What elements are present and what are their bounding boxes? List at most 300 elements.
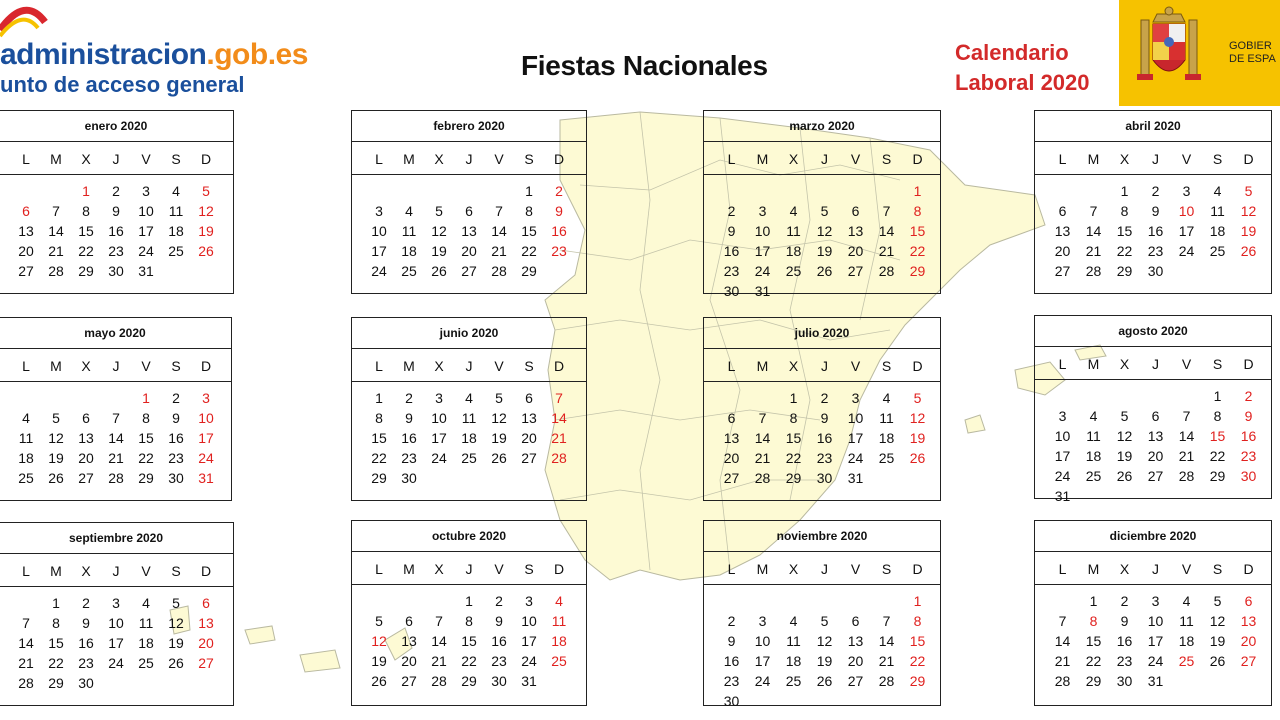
empty-day-cell	[809, 181, 840, 201]
day-cell: 4	[465, 390, 473, 406]
day-cell: 6	[1244, 593, 1253, 609]
day-cell: 17	[1147, 633, 1164, 649]
day-cell: 8	[52, 615, 60, 631]
day-cell: 14	[18, 635, 34, 651]
empty-day-cell	[394, 591, 424, 611]
day-cell: 19	[816, 653, 833, 669]
day-cell: 26	[909, 450, 926, 466]
day-cell: 18	[168, 223, 184, 239]
day-cell: 22	[1116, 243, 1133, 259]
weekday-label: J	[821, 151, 828, 167]
day-cell: 4	[1213, 183, 1222, 199]
day-cell: 16	[491, 633, 507, 649]
day-cell: 19	[198, 223, 214, 239]
day-cell: 10	[431, 410, 447, 426]
weekday-label: M	[756, 561, 769, 577]
day-cell: 3	[142, 183, 150, 199]
weekday-label: D	[200, 358, 212, 374]
day-cell: 25	[168, 243, 184, 259]
day-cell: 9	[112, 203, 120, 219]
site-logo[interactable]	[0, 38, 308, 72]
day-cell: 22	[909, 653, 926, 669]
weekday-label: S	[1212, 356, 1223, 372]
weekday-label: V	[494, 358, 504, 374]
weekday-label: L	[727, 561, 736, 577]
day-cell: 11	[879, 410, 894, 426]
month-calendar	[703, 317, 941, 501]
weekday-label: V	[494, 561, 504, 577]
day-cell: 10	[754, 633, 771, 649]
weekday-header-row	[352, 552, 586, 585]
day-cell: 8	[913, 613, 922, 629]
month-calendar	[1034, 315, 1272, 504]
day-cell: 9	[820, 410, 829, 426]
day-cell: 6	[465, 203, 473, 219]
day-cell: 9	[1151, 203, 1160, 219]
day-cell: 9	[172, 410, 180, 426]
day-cell: 3	[1058, 408, 1067, 424]
day-cell: 11	[1210, 203, 1225, 219]
empty-day-cell	[747, 388, 778, 408]
day-cell: 2	[1151, 183, 1160, 199]
day-cell: 30	[1240, 468, 1257, 484]
weekday-label: D	[553, 358, 565, 374]
day-cell: 14	[431, 633, 447, 649]
day-grid	[352, 382, 586, 488]
day-cell: 30	[78, 675, 94, 691]
day-cell: 2	[820, 390, 829, 406]
day-cell: 9	[555, 203, 563, 219]
day-cell: 19	[371, 653, 387, 669]
day-cell: 6	[405, 613, 413, 629]
day-cell: 3	[525, 593, 533, 609]
day-cell: 5	[820, 613, 829, 629]
day-cell: 26	[431, 263, 447, 279]
day-cell: 20	[1054, 243, 1071, 259]
empty-day-cell	[1140, 386, 1171, 406]
weekday-label: L	[1058, 356, 1067, 372]
day-cell: 21	[1054, 653, 1071, 669]
day-cell: 29	[48, 675, 64, 691]
day-grid	[0, 382, 231, 488]
day-cell: 17	[138, 223, 154, 239]
day-cell: 30	[723, 283, 740, 299]
day-cell: 20	[198, 635, 214, 651]
empty-day-cell	[1047, 181, 1078, 201]
day-cell: 8	[1089, 613, 1098, 629]
empty-day-cell	[1047, 591, 1078, 611]
day-cell: 26	[1116, 468, 1133, 484]
day-cell: 8	[1213, 408, 1222, 424]
day-cell: 29	[909, 673, 926, 689]
day-cell: 31	[198, 470, 214, 486]
day-cell: 27	[78, 470, 94, 486]
day-cell: 4	[22, 410, 30, 426]
day-cell: 17	[371, 243, 387, 259]
day-cell: 25	[18, 470, 34, 486]
day-cell: 16	[168, 430, 184, 446]
month-calendar	[1034, 110, 1272, 294]
weekday-label: X	[81, 151, 91, 167]
day-cell: 26	[816, 673, 833, 689]
weekday-label: S	[171, 563, 181, 579]
month-calendar	[703, 520, 941, 709]
day-cell: 15	[1116, 223, 1133, 239]
weekday-label: S	[171, 151, 181, 167]
day-grid	[1035, 585, 1271, 691]
month-title: agosto 2020	[1035, 316, 1271, 347]
day-cell: 12	[1240, 203, 1257, 219]
empty-day-cell	[871, 591, 902, 611]
day-cell: 16	[108, 223, 124, 239]
weekday-header-row	[1035, 142, 1271, 175]
day-cell: 10	[521, 613, 537, 629]
empty-day-cell	[394, 181, 424, 201]
weekday-label: M	[1087, 356, 1100, 372]
weekday-label: V	[141, 358, 151, 374]
day-cell: 6	[851, 203, 860, 219]
day-cell: 3	[1151, 593, 1160, 609]
day-cell: 2	[1120, 593, 1129, 609]
day-cell: 11	[551, 613, 567, 629]
day-cell: 11	[138, 615, 154, 631]
day-cell: 7	[22, 615, 30, 631]
empty-day-cell	[716, 181, 747, 201]
weekday-label: V	[494, 151, 504, 167]
day-cell: 6	[525, 390, 533, 406]
weekday-label: J	[465, 358, 473, 374]
day-cell: 27	[723, 470, 740, 486]
day-cell: 24	[754, 263, 771, 279]
day-cell: 30	[491, 673, 507, 689]
day-cell: 18	[878, 430, 895, 446]
day-cell: 25	[785, 673, 802, 689]
day-cell: 19	[909, 430, 926, 446]
weekday-label: L	[375, 561, 383, 577]
month-title: septiembre 2020	[0, 523, 233, 554]
canary-island-3	[245, 626, 275, 644]
empty-day-cell	[1078, 386, 1109, 406]
day-cell: 22	[909, 243, 926, 259]
weekday-label: J	[1152, 151, 1159, 167]
day-cell: 5	[1213, 593, 1222, 609]
coat-of-arms-icon	[1119, 0, 1219, 106]
gobierno-text	[1229, 40, 1276, 66]
day-cell: 4	[142, 595, 150, 611]
weekday-label: D	[553, 151, 565, 167]
day-cell: 11	[461, 410, 477, 426]
day-cell: 22	[1085, 653, 1102, 669]
day-cell: 31	[847, 470, 864, 486]
day-cell: 20	[1240, 633, 1257, 649]
day-cell: 24	[1054, 468, 1071, 484]
month-title: enero 2020	[0, 111, 233, 142]
empty-day-cell	[747, 591, 778, 611]
day-cell: 13	[1054, 223, 1071, 239]
day-cell: 26	[491, 450, 507, 466]
day-cell: 19	[1209, 633, 1226, 649]
day-cell: 29	[909, 263, 926, 279]
day-cell: 20	[847, 243, 864, 259]
day-cell: 25	[138, 655, 154, 671]
empty-day-cell	[424, 591, 454, 611]
day-cell: 10	[1147, 613, 1164, 629]
day-cell: 22	[138, 450, 154, 466]
day-cell: 7	[495, 203, 503, 219]
empty-day-cell	[1109, 386, 1140, 406]
day-cell: 11	[401, 223, 417, 239]
gobierno-line1: GOBIER	[1229, 40, 1272, 52]
weekday-label: D	[553, 561, 565, 577]
day-cell: 22	[371, 450, 387, 466]
day-cell: 30	[816, 470, 833, 486]
day-cell: 23	[723, 673, 740, 689]
weekday-label: X	[788, 358, 799, 374]
day-grid	[704, 382, 940, 488]
day-cell: 15	[909, 223, 926, 239]
day-cell: 4	[789, 203, 798, 219]
day-cell: 1	[913, 183, 922, 199]
day-cell: 15	[1209, 428, 1226, 444]
day-cell: 10	[138, 203, 154, 219]
day-cell: 5	[1244, 183, 1253, 199]
day-cell: 15	[785, 430, 802, 446]
day-cell: 10	[371, 223, 387, 239]
weekday-label: V	[850, 561, 861, 577]
day-cell: 12	[371, 633, 387, 649]
day-cell: 18	[785, 243, 802, 259]
day-cell: 27	[1147, 468, 1164, 484]
day-cell: 18	[1178, 633, 1195, 649]
day-cell: 20	[723, 450, 740, 466]
day-cell: 23	[1240, 448, 1257, 464]
weekday-label: V	[1181, 151, 1192, 167]
weekday-label: D	[912, 358, 923, 374]
day-cell: 25	[461, 450, 477, 466]
day-cell: 28	[878, 673, 895, 689]
day-cell: 7	[52, 203, 60, 219]
weekday-label: L	[727, 151, 736, 167]
day-cell: 31	[1147, 673, 1164, 689]
weekday-label: J	[1152, 561, 1159, 577]
day-cell: 8	[1120, 203, 1129, 219]
day-cell: 13	[847, 223, 864, 239]
day-grid	[704, 175, 940, 301]
day-cell: 16	[1240, 428, 1257, 444]
day-cell: 28	[551, 450, 567, 466]
weekday-label: D	[200, 563, 212, 579]
day-cell: 21	[1085, 243, 1102, 259]
month-calendar	[1034, 520, 1272, 706]
day-cell: 17	[754, 243, 771, 259]
weekday-header-row	[0, 142, 233, 175]
empty-day-cell	[871, 181, 902, 201]
day-cell: 13	[847, 633, 864, 649]
day-cell: 23	[401, 450, 417, 466]
day-cell: 4	[405, 203, 413, 219]
day-cell: 28	[1178, 468, 1195, 484]
day-cell: 7	[882, 613, 891, 629]
day-cell: 28	[431, 673, 447, 689]
day-cell: 15	[521, 223, 537, 239]
day-cell: 22	[78, 243, 94, 259]
day-cell: 24	[108, 655, 124, 671]
weekday-label: M	[1087, 151, 1100, 167]
day-cell: 19	[1240, 223, 1257, 239]
day-cell: 8	[465, 613, 473, 629]
day-cell: 13	[521, 410, 537, 426]
weekday-label: S	[881, 561, 892, 577]
day-cell: 18	[785, 653, 802, 669]
weekday-label: M	[756, 151, 769, 167]
day-cell: 20	[18, 243, 34, 259]
day-cell: 21	[491, 243, 507, 259]
day-cell: 12	[198, 203, 214, 219]
day-cell: 3	[758, 613, 767, 629]
empty-day-cell	[11, 388, 41, 408]
day-cell: 21	[108, 450, 124, 466]
day-cell: 21	[18, 655, 34, 671]
month-calendar	[351, 110, 587, 294]
day-cell: 15	[78, 223, 94, 239]
weekday-label: M	[403, 561, 415, 577]
weekday-label: M	[50, 563, 62, 579]
day-cell: 2	[495, 593, 503, 609]
day-cell: 6	[851, 613, 860, 629]
weekday-label: S	[524, 151, 534, 167]
day-cell: 31	[138, 263, 154, 279]
weekday-label: X	[81, 563, 91, 579]
weekday-label: D	[1243, 356, 1254, 372]
weekday-label: M	[756, 358, 769, 374]
day-cell: 17	[1054, 448, 1071, 464]
empty-day-cell	[716, 591, 747, 611]
day-cell: 13	[1147, 428, 1164, 444]
day-cell: 15	[1085, 633, 1102, 649]
empty-day-cell	[11, 593, 41, 613]
weekday-label: S	[881, 358, 892, 374]
day-cell: 6	[1058, 203, 1067, 219]
day-cell: 5	[202, 183, 210, 199]
day-cell: 8	[82, 203, 90, 219]
day-cell: 16	[723, 243, 740, 259]
empty-day-cell	[1171, 386, 1202, 406]
day-cell: 13	[1240, 613, 1257, 629]
empty-day-cell	[364, 181, 394, 201]
empty-day-cell	[484, 181, 514, 201]
day-cell: 28	[18, 675, 34, 691]
calendar-title-line1: Calendario	[955, 40, 1069, 65]
day-cell: 11	[1086, 428, 1101, 444]
empty-day-cell	[809, 591, 840, 611]
day-cell: 7	[555, 390, 563, 406]
day-cell: 28	[108, 470, 124, 486]
day-cell: 16	[1116, 633, 1133, 649]
day-cell: 29	[1085, 673, 1102, 689]
weekday-header-row	[0, 554, 233, 587]
day-cell: 24	[847, 450, 864, 466]
month-title: abril 2020	[1035, 111, 1271, 142]
day-cell: 24	[521, 653, 537, 669]
day-cell: 17	[431, 430, 447, 446]
weekday-label: M	[403, 151, 415, 167]
weekday-label: L	[375, 151, 383, 167]
day-cell: 5	[1120, 408, 1129, 424]
day-cell: 26	[371, 673, 387, 689]
day-cell: 10	[754, 223, 771, 239]
weekday-label: L	[727, 358, 736, 374]
page-title: Fiestas Nacionales	[521, 50, 768, 81]
day-cell: 23	[816, 450, 833, 466]
day-cell: 17	[198, 430, 214, 446]
weekday-label: X	[788, 561, 799, 577]
day-cell: 23	[78, 655, 94, 671]
month-title: febrero 2020	[352, 111, 586, 142]
day-cell: 9	[495, 613, 503, 629]
day-cell: 6	[82, 410, 90, 426]
day-cell: 21	[431, 653, 447, 669]
day-cell: 31	[1054, 488, 1071, 504]
day-cell: 18	[138, 635, 154, 651]
day-cell: 1	[375, 390, 383, 406]
day-grid	[704, 585, 940, 711]
day-cell: 24	[198, 450, 214, 466]
weekday-label: X	[434, 151, 444, 167]
day-cell: 21	[754, 450, 771, 466]
month-calendar	[703, 110, 941, 299]
weekday-label: D	[200, 151, 212, 167]
weekday-label: S	[1212, 561, 1223, 577]
day-cell: 1	[913, 593, 922, 609]
month-title: mayo 2020	[0, 318, 231, 349]
day-cell: 30	[1147, 263, 1164, 279]
day-cell: 22	[1209, 448, 1226, 464]
day-cell: 7	[435, 613, 443, 629]
weekday-label: S	[881, 151, 892, 167]
month-calendar	[0, 317, 232, 501]
day-cell: 27	[198, 655, 214, 671]
day-cell: 14	[48, 223, 64, 239]
empty-day-cell	[41, 388, 71, 408]
day-cell: 13	[401, 633, 417, 649]
day-cell: 22	[521, 243, 537, 259]
day-cell: 1	[142, 390, 150, 406]
day-cell: 27	[1054, 263, 1071, 279]
day-cell: 9	[1244, 408, 1253, 424]
weekday-label: D	[912, 561, 923, 577]
day-cell: 5	[172, 595, 180, 611]
weekday-label: S	[524, 358, 534, 374]
day-cell: 7	[1058, 613, 1067, 629]
day-cell: 10	[108, 615, 124, 631]
weekday-label: J	[112, 151, 120, 167]
day-cell: 11	[786, 223, 801, 239]
day-cell: 6	[22, 203, 30, 219]
day-cell: 18	[461, 430, 477, 446]
day-cell: 5	[375, 613, 383, 629]
day-cell: 1	[82, 183, 90, 199]
day-cell: 20	[521, 430, 537, 446]
day-cell: 23	[551, 243, 567, 259]
logo-subtitle: unto de acceso general	[0, 72, 245, 97]
day-cell: 28	[754, 470, 771, 486]
day-cell: 12	[491, 410, 507, 426]
day-cell: 2	[727, 203, 736, 219]
day-grid	[0, 175, 233, 281]
day-cell: 14	[1085, 223, 1102, 239]
weekday-label: X	[81, 358, 91, 374]
weekday-label: V	[1181, 561, 1192, 577]
